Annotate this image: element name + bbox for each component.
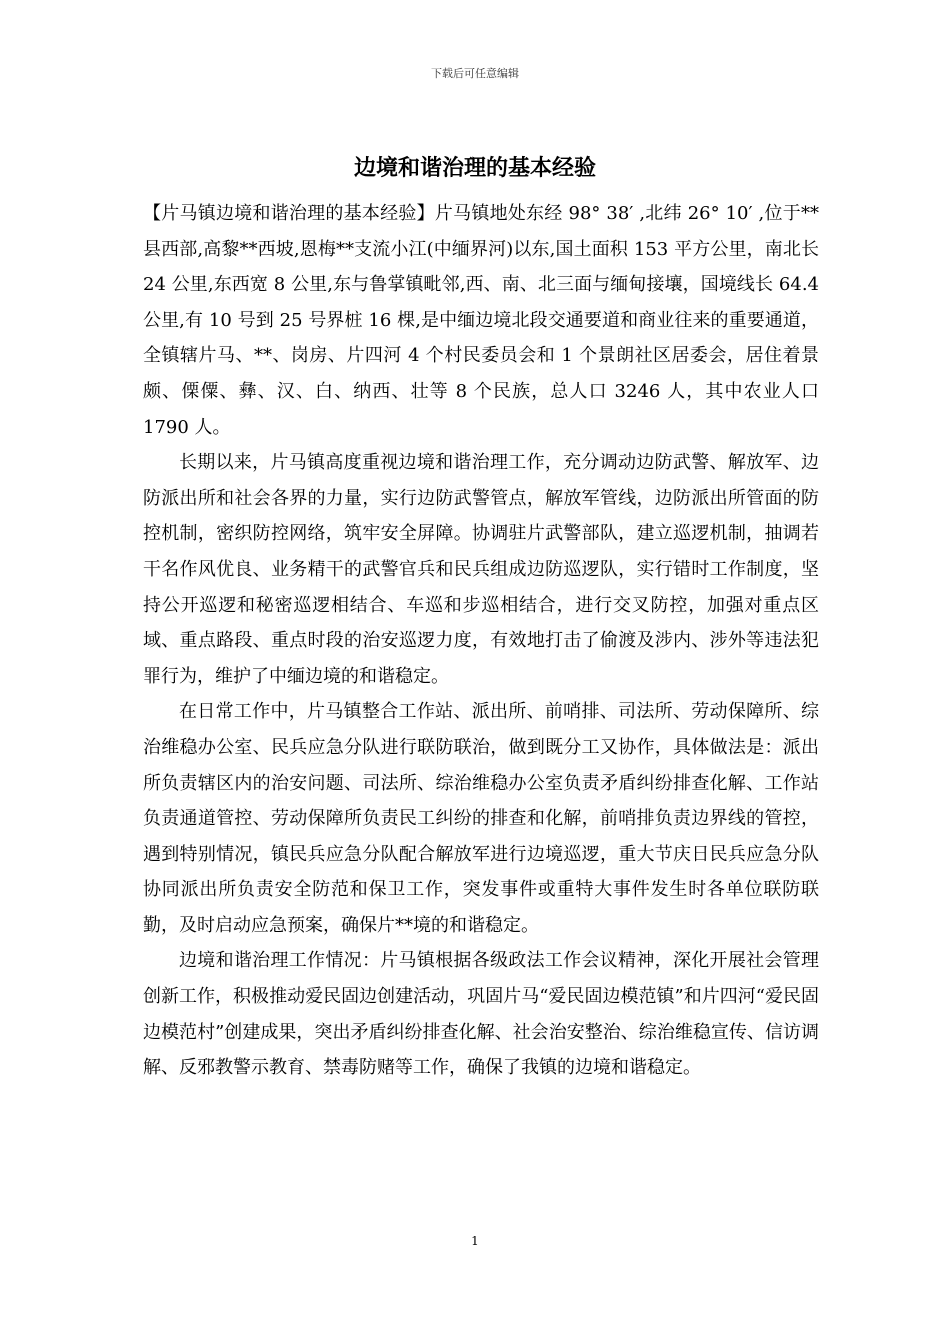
paragraph-governance-status: 边境和谐治理工作情况：片马镇根据各级政法工作会议精神，深化开展社会管理创新工作，积极推动爱民固边创建活动，巩固片马“爱民固边模范镇”和片四河“爱民固边模范村”创建成果，突出矛盾纠纷排查化解、社会治安整治、综治维稳宣传、信访调解、反邪教警示教育、禁毒防赌等工作，确保了我镇的边境和谐稳定。	[143, 950, 819, 1079]
header-note: 下载后可任意编辑	[431, 67, 519, 80]
document-body	[143, 196, 819, 1086]
paragraph-daily-work: 在日常工作中，片马镇整合工作站、派出所、前哨排、司法所、劳动保障所、综治维稳办公室、民兵应急分队进行联防联治，做到既分工又协作，具体做法是：派出所负责辖区内的治安问题、司法所、综治维稳办公室负责矛盾纠纷排查化解、工作站负责通道管控、劳动保障所负责民工纠纷的排查和化解，前哨排负责边界线的管控，遇到特别情况，镇民兵应急分队配合解放军进行边境巡逻，重大节庆日民兵应急分队协同派出所负责安全防范和保卫工作，突发事件或重特大事件发生时各单位联防联勤，及时启动应急预案，确保片**境的和谐稳定。	[143, 701, 819, 936]
paragraph-border-control: 长期以来，片马镇高度重视边境和谐治理工作，充分调动边防武警、解放军、边防派出所和社会各界的力量，实行边防武警管点，解放军管线，边防派出所管面的防控机制，密织防控网络，筑牢安全屏障。协调驻片武警部队，建立巡逻机制，抽调若干名作风优良、业务精干的武警官兵和民兵组成边防巡逻队，实行错时工作制度，坚持公开巡逻和秘密巡逻相结合、车巡和步巡相结合，进行交叉防控，加强对重点区域、重点路段、重点时段的治安巡逻力度，有效地打击了偷渡及涉内、涉外等违法犯罪行为，维护了中缅边境的和谐稳定。	[143, 452, 819, 687]
paragraph-intro: 【片马镇边境和谐治理的基本经验】片马镇地处东经 98° 38′ ,北纬 26° 10′ ,位于**县西部,高黎**西坡,恩梅**支流小江(中缅界河)以东,国土面积 153 平方公里，南北长 24 公里,东西宽 8 公里,东与鲁掌镇毗邻,西、南、北三面与缅甸接壤，国境线长 64.4 公里,有 10 号到 25 号界桩 16 棵,是中缅边境北段交通要道和商业往来的重要通道，全镇辖片马、**、岗房、片四河 4 个村民委员会和 1 个景朗社区居委会，居住着景颇、傈僳、彝、汉、白、纳西、壮等 8 个民族，总人口 3246 人，其中农业人口 1790 人。	[143, 203, 819, 438]
document-title: 边境和谐治理的基本经验	[353, 155, 596, 181]
page-number: 1	[471, 1234, 479, 1248]
